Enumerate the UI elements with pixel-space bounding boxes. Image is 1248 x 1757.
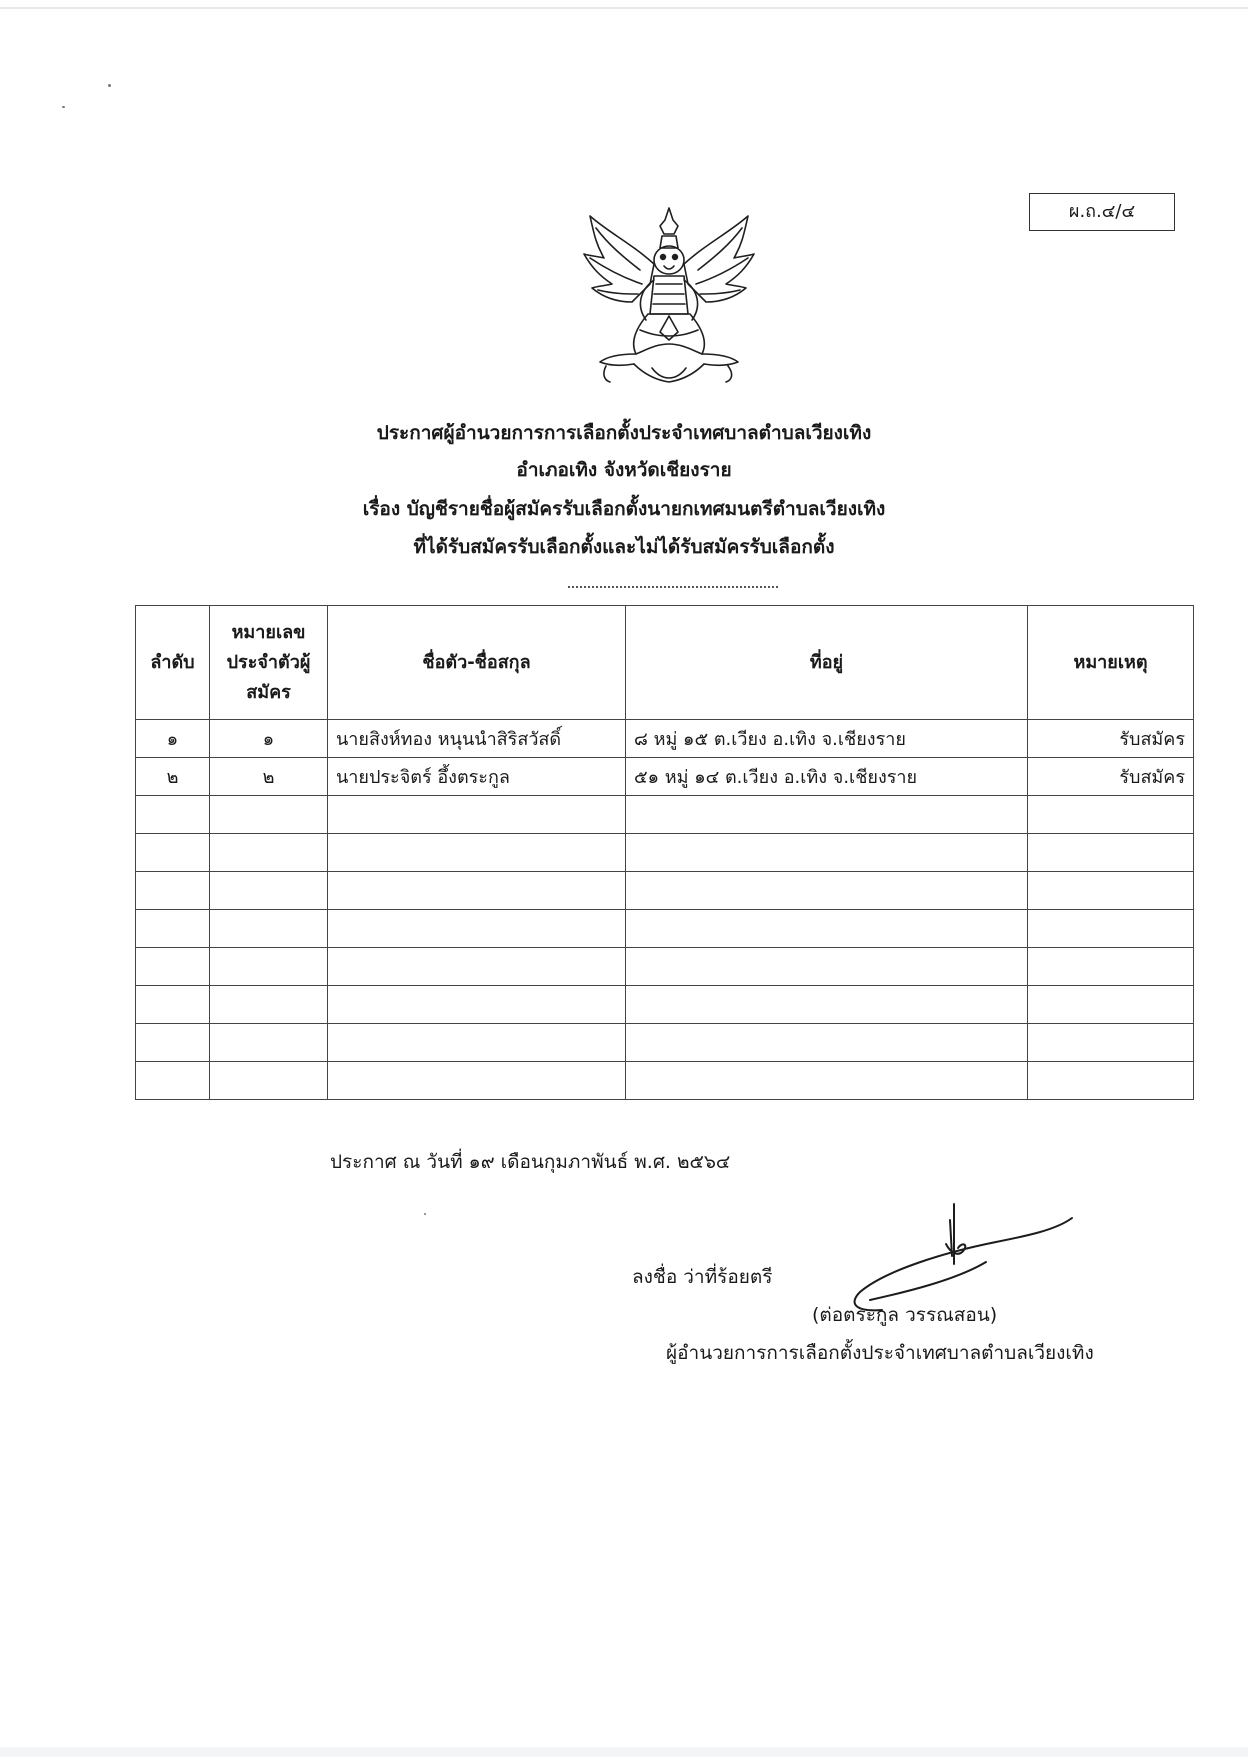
cell-candidate-number xyxy=(210,872,328,910)
cell-address xyxy=(626,948,1028,986)
cell-address xyxy=(626,834,1028,872)
cell-address xyxy=(626,910,1028,948)
cell-remark xyxy=(1028,1062,1194,1100)
table-row xyxy=(136,1062,1194,1100)
cell-full-name: นายประจิตร์ อึ้งตระกูล xyxy=(328,758,626,796)
announcement-date: ประกาศ ณ วันที่ ๑๙ เดือนกุมภาพันธ์ พ.ศ. ๒๕๖๔ xyxy=(330,1151,731,1173)
column-header-order: ลำดับ xyxy=(136,606,210,720)
scan-speck xyxy=(424,1213,426,1215)
column-header-candidate-number: หมายเลขประจำตัวผู้สมัคร xyxy=(210,606,328,720)
cell-full-name xyxy=(328,1062,626,1100)
cell-order xyxy=(136,910,210,948)
cell-candidate-number xyxy=(210,986,328,1024)
cell-candidate-number xyxy=(210,910,328,948)
scan-speck xyxy=(108,84,111,87)
cell-full-name: นายสิงห์ทอง หนุนนำสิริสวัสดิ์ xyxy=(328,720,626,758)
cell-order: ๒ xyxy=(136,758,210,796)
cell-candidate-number: ๑ xyxy=(210,720,328,758)
cell-candidate-number xyxy=(210,1024,328,1062)
cell-remark: รับสมัคร xyxy=(1028,758,1194,796)
cell-candidate-number xyxy=(210,1062,328,1100)
cell-order xyxy=(136,948,210,986)
cell-remark xyxy=(1028,948,1194,986)
cell-address xyxy=(626,986,1028,1024)
signer-name: (ต่อตระกูล วรรณสอน) xyxy=(812,1304,998,1326)
cell-full-name xyxy=(328,796,626,834)
cell-full-name xyxy=(328,910,626,948)
signer-position: ผู้อำนวยการการเลือกตั้งประจำเทศบาลตำบลเวียงเทิง xyxy=(666,1342,1094,1364)
cell-candidate-number xyxy=(210,834,328,872)
cell-remark xyxy=(1028,986,1194,1024)
table-row xyxy=(136,720,1194,758)
table-row xyxy=(136,758,1194,796)
table-row xyxy=(136,872,1194,910)
cell-full-name xyxy=(328,872,626,910)
cell-remark: รับสมัคร xyxy=(1028,720,1194,758)
scan-bottom-edge xyxy=(0,1747,1248,1757)
cell-full-name xyxy=(328,948,626,986)
cell-candidate-number xyxy=(210,796,328,834)
table-row xyxy=(136,1024,1194,1062)
cell-candidate-number: ๒ xyxy=(210,758,328,796)
announcement-subject-line-1: เรื่อง บัญชีรายชื่อผู้สมัครรับเลือกตั้งนายกเทศมนตรีตำบลเวียงเทิง xyxy=(362,498,886,520)
cell-address xyxy=(626,1024,1028,1062)
candidate-table xyxy=(135,605,1194,1100)
dotted-separator xyxy=(568,586,778,588)
announcement-subject-line-2: ที่ได้รับสมัครรับเลือกตั้งและไม่ได้รับสมัครรับเลือกตั้ง xyxy=(413,536,835,558)
cell-address: ๕๑ หมู่ ๑๔ ต.เวียง อ.เทิง จ.เชียงราย xyxy=(626,758,1028,796)
announcement-title-line-2: อำเภอเทิง จังหวัดเชียงราย xyxy=(516,459,732,481)
cell-address xyxy=(626,796,1028,834)
cell-remark xyxy=(1028,910,1194,948)
table-row xyxy=(136,910,1194,948)
cell-address xyxy=(626,1062,1028,1100)
form-code-box: ผ.ถ.๔/๔ xyxy=(1029,193,1175,231)
cell-candidate-number xyxy=(210,948,328,986)
table-row xyxy=(136,834,1194,872)
table-row xyxy=(136,948,1194,986)
column-header-full-name: ชื่อตัว-ชื่อสกุล xyxy=(328,606,626,720)
cell-remark xyxy=(1028,1024,1194,1062)
cell-full-name xyxy=(328,834,626,872)
announcement-title-line-1: ประกาศผู้อำนวยการการเลือกตั้งประจำเทศบาลตำบลเวียงเทิง xyxy=(376,422,872,444)
table-row xyxy=(136,796,1194,834)
cell-order xyxy=(136,986,210,1024)
cell-order: ๑ xyxy=(136,720,210,758)
cell-address xyxy=(626,872,1028,910)
cell-order xyxy=(136,1024,210,1062)
cell-order xyxy=(136,796,210,834)
table-row xyxy=(136,986,1194,1024)
cell-remark xyxy=(1028,834,1194,872)
scan-speck xyxy=(62,106,65,108)
table-header-row xyxy=(136,606,1194,720)
column-header-address: ที่อยู่ xyxy=(626,606,1028,720)
cell-full-name xyxy=(328,986,626,1024)
sign-label: ลงชื่อ ว่าที่ร้อยตรี xyxy=(632,1266,773,1288)
cell-order xyxy=(136,834,210,872)
cell-remark xyxy=(1028,796,1194,834)
cell-remark xyxy=(1028,872,1194,910)
cell-order xyxy=(136,1062,210,1100)
cell-full-name xyxy=(328,1024,626,1062)
scan-top-edge xyxy=(0,7,1248,9)
cell-address: ๘ หมู่ ๑๕ ต.เวียง อ.เทิง จ.เชียงราย xyxy=(626,720,1028,758)
column-header-remark: หมายเหตุ xyxy=(1028,606,1194,720)
cell-order xyxy=(136,872,210,910)
garuda-emblem-icon xyxy=(574,204,764,394)
table-body xyxy=(136,720,1194,1100)
